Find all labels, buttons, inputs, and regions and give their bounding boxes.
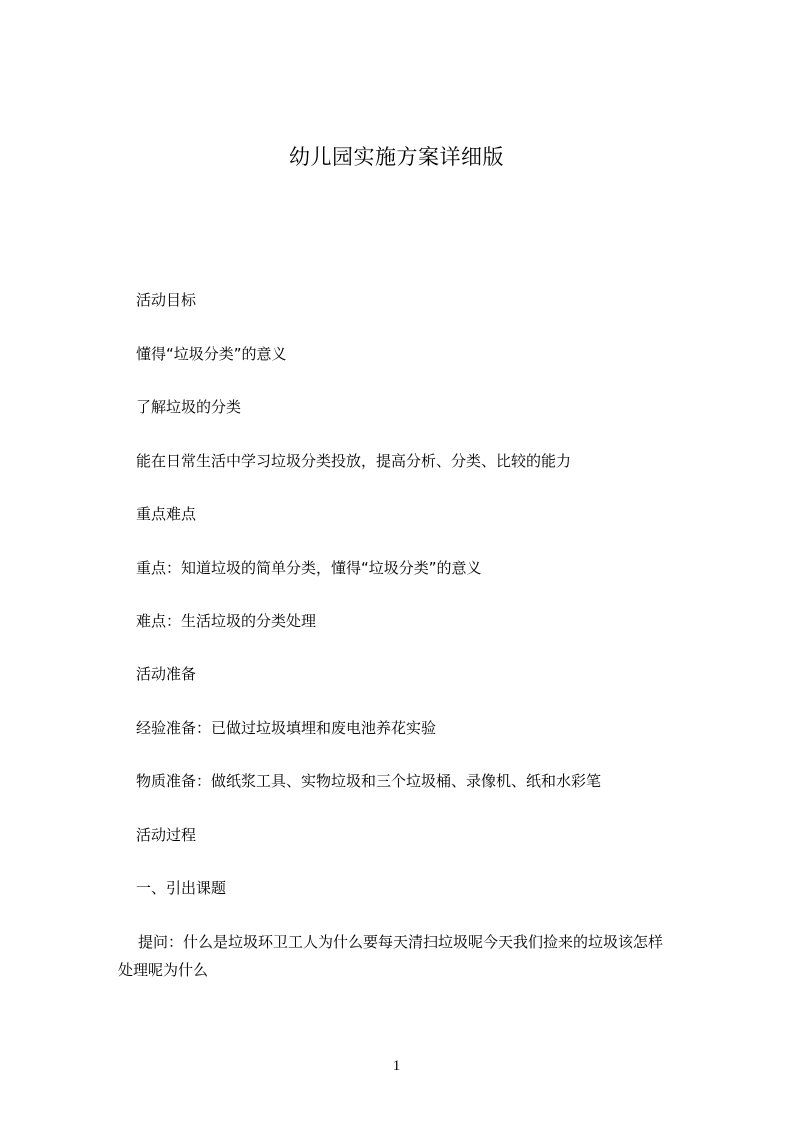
page-number: 1 xyxy=(392,1058,401,1074)
paragraph-goal-3: 能在日常生活中学习垃圾分类投放，提高分析、分类、比较的能力 xyxy=(136,452,572,470)
paragraph-question-line-1: 提问：什么是垃圾环卫工人为什么要每天清扫垃圾呢今天我们捡来的垃圾该怎样 xyxy=(138,933,664,951)
paragraph-goal-2: 了解垃圾的分类 xyxy=(136,398,242,416)
paragraph-goal-1: 懂得“垃圾分类”的意义 xyxy=(136,345,287,363)
paragraph-material-preparation: 物质准备：做纸浆工具、实物垃圾和三个垃圾桶、录像机、纸和水彩笔 xyxy=(136,772,602,790)
heading-activity-preparation: 活动准备 xyxy=(136,665,197,683)
heading-activity-process: 活动过程 xyxy=(136,826,197,844)
paragraph-section-one: 一、引出课题 xyxy=(136,879,227,897)
paragraph-difficult-point: 难点：生活垃圾的分类处理 xyxy=(136,612,317,630)
paragraph-experience-preparation: 经验准备：已做过垃圾填埋和废电池养花实验 xyxy=(136,719,437,737)
heading-key-points: 重点难点 xyxy=(136,505,197,523)
heading-activity-goals: 活动目标 xyxy=(136,291,197,309)
document-title: 幼儿园实施方案详细版 xyxy=(289,145,504,169)
paragraph-key-point: 重点：知道垃圾的简单分类，懂得“垃圾分类”的意义 xyxy=(136,559,482,577)
paragraph-question-line-2: 处理呢为什么 xyxy=(118,961,209,979)
paragraph-question xyxy=(118,928,718,984)
